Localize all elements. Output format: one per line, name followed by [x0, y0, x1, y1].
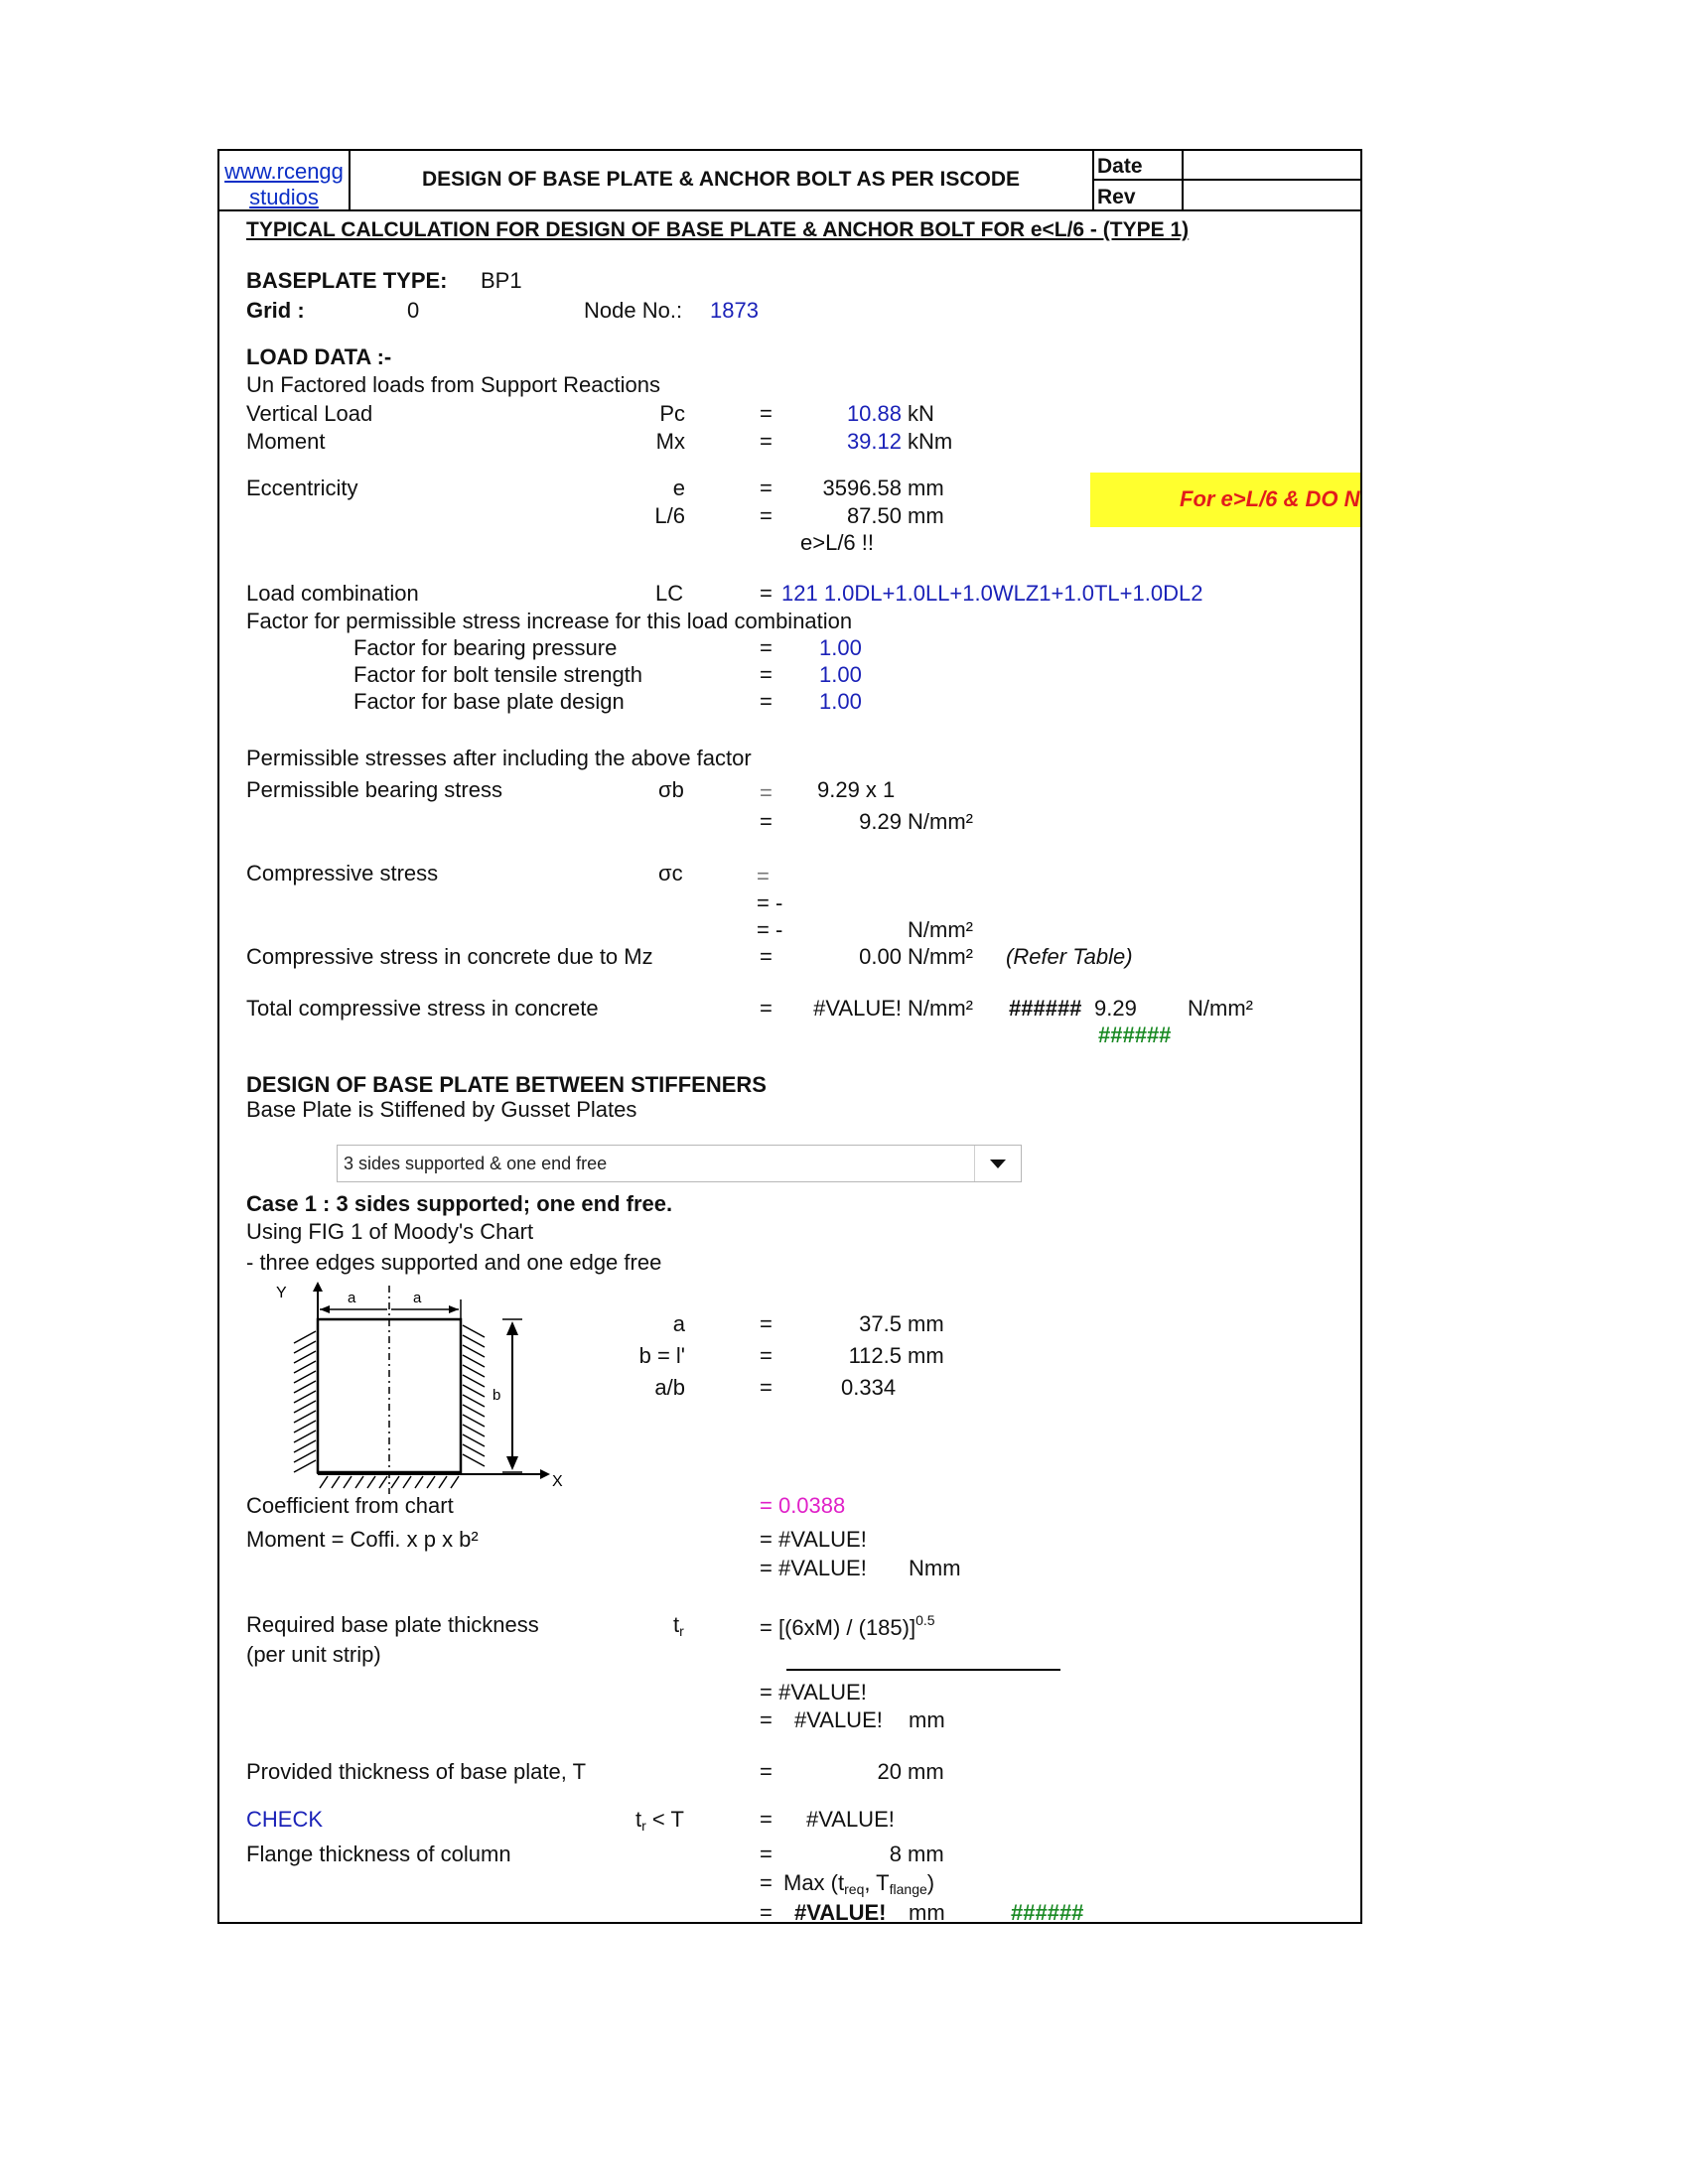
- eccentricity-value: 3596.58: [822, 476, 902, 500]
- check-eq: =: [760, 1807, 773, 1832]
- factor-bolt-value: 1.00: [819, 662, 862, 687]
- req-thickness-unit: mm: [909, 1707, 945, 1732]
- l6-value: 87.50: [846, 503, 902, 528]
- compressive-unit: N/mm²: [908, 917, 973, 942]
- coef-value: = 0.0388: [760, 1493, 846, 1518]
- factor-bearing-label: Factor for bearing pressure: [353, 635, 618, 660]
- total-eq: =: [760, 996, 773, 1021]
- moment-eq: =: [760, 429, 773, 454]
- plate-moment-value-2: = #VALUE!: [760, 1556, 867, 1580]
- bearing-expression: 9.29 x 1: [817, 777, 896, 802]
- mz-eq: =: [760, 944, 773, 969]
- factor-bearing-eq: =: [760, 635, 773, 660]
- max-eq: =: [760, 1870, 773, 1895]
- plate-moment-unit: Nmm: [909, 1556, 961, 1580]
- rev-label: Rev: [1097, 186, 1136, 208]
- warning-text: For e>L/6 & DO N: [1180, 486, 1360, 511]
- req-thickness-symbol: $t_r$: [673, 1612, 684, 1639]
- case-line3: - three edges supported and one edge free: [246, 1250, 662, 1275]
- date-label: Date: [1097, 155, 1143, 178]
- case-title: Case 1 : 3 sides supported; one end free.: [246, 1191, 673, 1216]
- ratio-symbol: a/b: [654, 1375, 685, 1400]
- moment-symbol: Mx: [655, 429, 685, 454]
- req-thickness-formula: = [(6xM) / (185)]$^{0.5}$: [760, 1612, 935, 1640]
- vertical-load-symbol: Pc: [659, 401, 685, 426]
- dim-b-label: b: [492, 1387, 501, 1404]
- site-link-line2[interactable]: studios: [249, 185, 319, 209]
- moment-label: Moment: [246, 429, 326, 454]
- total-allowable: 9.29: [1094, 996, 1137, 1021]
- plate-moment-value-1: = #VALUE!: [760, 1527, 867, 1552]
- dim-b-value: 112.5: [848, 1343, 902, 1368]
- total-value: #VALUE!: [813, 996, 902, 1021]
- bearing-symbol: σb: [658, 777, 684, 802]
- bp-type-label: BASEPLATE TYPE:: [246, 268, 448, 293]
- flange-eq: =: [760, 1842, 773, 1866]
- factor-plate-label: Factor for base plate design: [353, 689, 625, 714]
- dim-a-symbol: a: [672, 1311, 685, 1336]
- mz-unit: N/mm²: [908, 944, 973, 969]
- vertical-load-value: 10.88: [846, 401, 902, 426]
- support-condition-select[interactable]: [337, 1145, 1022, 1182]
- prov-thickness-label: Provided thickness of base plate, T: [246, 1759, 587, 1784]
- dim-a-label-1: a: [348, 1290, 356, 1306]
- load-heading: LOAD DATA :-: [246, 344, 392, 369]
- calc-sheet: [217, 149, 1362, 1924]
- node-value: 1873: [710, 298, 759, 323]
- final-hash: ######: [1011, 1900, 1084, 1925]
- vertical-load-unit: kN: [908, 401, 934, 426]
- bearing-eq-2: =: [760, 809, 773, 834]
- factor-heading: Factor for permissible stress increase for this load combination: [246, 609, 853, 633]
- flange-unit: mm: [908, 1842, 944, 1866]
- req-thickness-label-2: (per unit strip): [246, 1642, 381, 1667]
- total-unit: N/mm²: [908, 996, 973, 1021]
- factor-plate-eq: =: [760, 689, 773, 714]
- support-condition-value: 3 sides supported & one end free: [344, 1154, 608, 1173]
- final-thickness-unit: mm: [909, 1900, 945, 1925]
- combo-label: Load combination: [246, 581, 419, 606]
- site-link[interactable]: www.rcengg: [224, 159, 344, 184]
- eccentricity-label: Eccentricity: [246, 476, 358, 500]
- document-subtitle: TYPICAL CALCULATION FOR DESIGN OF BASE PLATE & ANCHOR BOLT FOR e<L/6 - (TYPE 1): [246, 218, 1190, 241]
- total-hash-check: ######: [1098, 1023, 1172, 1047]
- case-line2: Using FIG 1 of Moody's Chart: [246, 1219, 534, 1244]
- bearing-value: 9.29: [859, 809, 902, 834]
- vertical-load-eq: =: [760, 401, 773, 426]
- total-allowable-unit: N/mm²: [1188, 996, 1253, 1021]
- req-thickness-label: Required base plate thickness: [246, 1612, 539, 1637]
- factor-bolt-eq: =: [760, 662, 773, 687]
- grid-value: 0: [407, 298, 420, 323]
- date-rev-divider: [1092, 179, 1362, 181]
- compressive-eq-1: =: [757, 864, 770, 888]
- final-eq: =: [760, 1900, 773, 1925]
- factor-plate-value: 1.00: [819, 689, 862, 714]
- bearing-eq-1: =: [760, 780, 773, 805]
- req-thickness-eq: =: [760, 1707, 773, 1732]
- eccentricity-unit: mm: [908, 476, 944, 500]
- dim-b-symbol: b = l': [638, 1343, 685, 1368]
- plate-heading: DESIGN OF BASE PLATE BETWEEN STIFFENERS: [246, 1072, 767, 1097]
- x-axis-label: X: [552, 1473, 563, 1490]
- dim-a-value: 37.5: [859, 1311, 902, 1336]
- plate-moment-label: Moment = Coffi. x p x b²: [246, 1527, 479, 1552]
- req-thickness-root: = #VALUE!: [760, 1680, 867, 1705]
- mz-label: Compressive stress in concrete due to Mz: [246, 944, 653, 969]
- total-label: Total compressive stress in concrete: [246, 996, 599, 1021]
- sqrt-bar: [786, 1669, 1060, 1671]
- compressive-eq-3: = -: [757, 917, 783, 942]
- bp-type-value: BP1: [481, 268, 522, 293]
- vertical-load-label: Vertical Load: [246, 401, 373, 426]
- check-symbol: $t_r < T$: [635, 1807, 684, 1834]
- final-thickness-value: #VALUE!: [794, 1900, 887, 1925]
- flange-label: Flange thickness of column: [246, 1842, 511, 1866]
- factor-bearing-value: 1.00: [819, 635, 862, 660]
- bearing-unit: N/mm²: [908, 809, 973, 834]
- grid-label: Grid :: [246, 298, 305, 323]
- dim-b-unit: mm: [908, 1343, 944, 1368]
- eccentricity-symbol: e: [672, 476, 685, 500]
- chevron-down-icon: [975, 1146, 1021, 1181]
- flange-value: 8: [889, 1842, 902, 1866]
- check-value: #VALUE!: [806, 1807, 895, 1832]
- bearing-label: Permissible bearing stress: [246, 777, 502, 802]
- coef-label: Coefficient from chart: [246, 1493, 454, 1518]
- load-subheading: Un Factored loads from Support Reactions: [246, 372, 660, 397]
- mz-reference: (Refer Table): [1006, 944, 1133, 969]
- l6-unit: mm: [908, 503, 944, 528]
- y-axis-label: Y: [276, 1285, 287, 1301]
- dim-a-label-2: a: [413, 1290, 422, 1306]
- combo-eq: =: [760, 581, 773, 606]
- moment-unit: kNm: [908, 429, 953, 454]
- combo-value: 121 1.0DL+1.0LL+1.0WLZ1+1.0TL+1.0DL2: [781, 581, 1203, 606]
- stress-heading: Permissible stresses after including the above factor: [246, 746, 752, 770]
- moment-value: 39.12: [846, 429, 902, 454]
- max-expression: Max ($t_{req}$, $T_{flange}$): [783, 1870, 935, 1897]
- total-hash: ######: [1009, 996, 1082, 1021]
- compressive-symbol: σc: [658, 861, 683, 886]
- prov-thickness-value: 20: [877, 1759, 902, 1784]
- dim-b-eq: =: [760, 1343, 773, 1368]
- factor-bolt-label: Factor for bolt tensile strength: [353, 662, 643, 687]
- warning-banner: [1090, 473, 1360, 527]
- compressive-label: Compressive stress: [246, 861, 439, 886]
- document-title: DESIGN OF BASE PLATE & ANCHOR BOLT AS PER ISCODE: [421, 168, 1021, 191]
- plate-subheading: Base Plate is Stiffened by Gusset Plates: [246, 1097, 637, 1122]
- left-support-hatch: [294, 1331, 316, 1472]
- compressive-eq-2: = -: [757, 890, 783, 915]
- ratio-value: 0.334: [841, 1375, 897, 1400]
- header-divider: [217, 209, 1362, 211]
- l6-symbol: L/6: [654, 503, 685, 528]
- prov-thickness-eq: =: [760, 1759, 773, 1784]
- mz-value: 0.00: [859, 944, 902, 969]
- req-thickness-value: #VALUE!: [794, 1707, 883, 1732]
- dropdown-button[interactable]: [974, 1146, 1021, 1181]
- node-label: Node No.:: [584, 298, 683, 323]
- prov-thickness-unit: mm: [908, 1759, 944, 1784]
- eccentricity-note: e>L/6 !!: [800, 530, 875, 555]
- l6-eq: =: [760, 503, 773, 528]
- eccentricity-eq: =: [760, 476, 773, 500]
- dim-a-eq: =: [760, 1311, 773, 1336]
- combo-symbol: LC: [655, 581, 684, 606]
- check-label: CHECK: [246, 1807, 324, 1832]
- dim-a-unit: mm: [908, 1311, 944, 1336]
- plate-support-diagram: [268, 1276, 576, 1494]
- right-support-hatch: [463, 1325, 485, 1466]
- ratio-eq: =: [760, 1375, 773, 1400]
